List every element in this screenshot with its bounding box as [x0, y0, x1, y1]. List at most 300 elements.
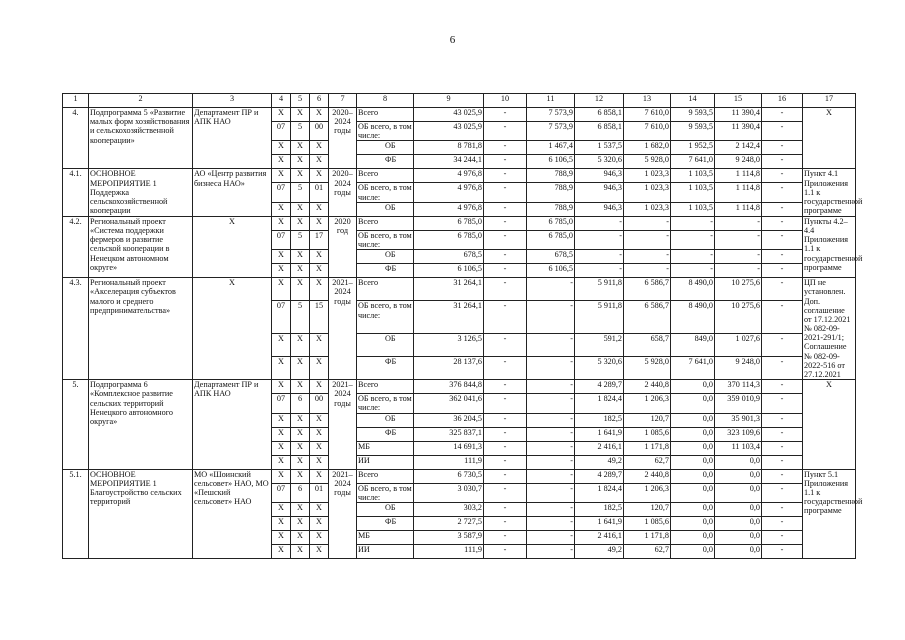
- amount-cell: 0,0: [715, 455, 762, 469]
- amount-cell: 1 103,5: [671, 169, 715, 183]
- amount-cell: 49,2: [575, 544, 624, 558]
- amount-cell: -: [527, 278, 575, 301]
- amount-cell: -: [484, 183, 527, 202]
- amount-cell: -: [527, 394, 575, 413]
- item-note: ЦП не установлен. Доп. соглашение от 17.12.2021 № 082-09-2021-291/1; Соглашение № 082-09-2022-516 от 27.12.2021: [803, 278, 856, 380]
- amount-cell: -: [762, 394, 803, 413]
- amount-total: 4 976,8: [414, 202, 484, 216]
- header-cell: 6: [310, 94, 329, 108]
- amount-cell: -: [527, 301, 575, 333]
- amount-cell: 0,0: [671, 380, 715, 394]
- amount-total: 8 781,8: [414, 141, 484, 155]
- amount-cell: -: [484, 333, 527, 356]
- code-cell: Х: [272, 413, 291, 427]
- funding-source: ФБ: [357, 155, 414, 169]
- amount-cell: 370 114,3: [715, 380, 762, 394]
- amount-cell: 0,0: [671, 455, 715, 469]
- item-name: ОСНОВНОЕ МЕРОПРИЯТИЕ 1 Поддержка сельскохозяйственной кооперации: [89, 169, 193, 216]
- amount-cell: -: [715, 216, 762, 230]
- code-cell: Х: [310, 333, 329, 356]
- code-cell: Х: [310, 441, 329, 455]
- amount-cell: 1 206,3: [624, 483, 671, 502]
- amount-cell: 7 641,0: [671, 155, 715, 169]
- amount-total: 31 264,1: [414, 301, 484, 333]
- amount-cell: 591,2: [575, 333, 624, 356]
- amount-cell: -: [762, 122, 803, 141]
- code-cell: 00: [310, 394, 329, 413]
- funding-source: ОБ: [357, 413, 414, 427]
- item-executor: Х: [193, 216, 272, 277]
- amount-cell: 6 785,0: [527, 216, 575, 230]
- amount-cell: -: [484, 544, 527, 558]
- header-cell: 8: [357, 94, 414, 108]
- amount-cell: 9 593,5: [671, 122, 715, 141]
- code-cell: 07: [272, 301, 291, 333]
- funding-source: ИИ: [357, 455, 414, 469]
- funding-source: ОБ: [357, 250, 414, 264]
- header-row: [63, 94, 856, 108]
- amount-cell: 0,0: [671, 516, 715, 530]
- amount-cell: -: [484, 502, 527, 516]
- amount-cell: -: [527, 356, 575, 379]
- item-number: 4.: [63, 108, 89, 169]
- code-cell: 07: [272, 394, 291, 413]
- amount-cell: -: [527, 333, 575, 356]
- amount-cell: 946,3: [575, 183, 624, 202]
- code-cell: Х: [291, 264, 310, 278]
- code-cell: Х: [291, 380, 310, 394]
- amount-cell: 5 928,0: [624, 356, 671, 379]
- amount-cell: 946,3: [575, 169, 624, 183]
- amount-cell: -: [484, 455, 527, 469]
- item-period: 2021–2024 годы: [329, 380, 357, 469]
- amount-cell: -: [484, 216, 527, 230]
- code-cell: Х: [291, 202, 310, 216]
- amount-cell: -: [762, 380, 803, 394]
- amount-cell: -: [762, 278, 803, 301]
- code-cell: Х: [272, 216, 291, 230]
- amount-cell: 2 440,8: [624, 469, 671, 483]
- item-note: Х: [803, 380, 856, 469]
- item-name: Подпрограмма 5 «Развитие малых форм хозяйствования и сельскохозяйственной кооперации»: [89, 108, 193, 169]
- item-executor: МО «Шоинский сельсовет» НАО, МО «Пешский сельсовет» НАО: [193, 469, 272, 558]
- code-cell: Х: [272, 544, 291, 558]
- amount-cell: 182,5: [575, 502, 624, 516]
- header-cell: 11: [527, 94, 575, 108]
- amount-cell: -: [762, 301, 803, 333]
- amount-cell: -: [762, 202, 803, 216]
- code-cell: 01: [310, 183, 329, 202]
- amount-cell: 9 248,0: [715, 155, 762, 169]
- amount-cell: -: [484, 469, 527, 483]
- amount-cell: 788,9: [527, 183, 575, 202]
- code-cell: Х: [272, 427, 291, 441]
- program-table: [62, 93, 863, 559]
- code-cell: Х: [310, 250, 329, 264]
- amount-cell: -: [484, 108, 527, 122]
- amount-cell: 0,0: [671, 394, 715, 413]
- amount-cell: 7 641,0: [671, 356, 715, 379]
- amount-cell: 6 586,7: [624, 278, 671, 301]
- amount-cell: -: [527, 469, 575, 483]
- amount-total: 362 041,6: [414, 394, 484, 413]
- table-body: [63, 108, 863, 559]
- amount-cell: -: [762, 183, 803, 202]
- code-cell: Х: [310, 455, 329, 469]
- table-row: [63, 380, 856, 394]
- code-cell: Х: [272, 155, 291, 169]
- amount-cell: 2 440,8: [624, 380, 671, 394]
- item-name: Подпрограмма 6 «Комплексное развитие сельских территорий Ненецкого автономного округа»: [89, 380, 193, 469]
- amount-cell: -: [762, 530, 803, 544]
- amount-total: 3 126,5: [414, 333, 484, 356]
- code-cell: Х: [272, 502, 291, 516]
- amount-cell: -: [762, 141, 803, 155]
- amount-cell: -: [527, 380, 575, 394]
- funding-source: ФБ: [357, 516, 414, 530]
- amount-cell: 6 106,5: [527, 264, 575, 278]
- code-cell: Х: [272, 108, 291, 122]
- amount-cell: 0,0: [715, 544, 762, 558]
- item-number: 4.1.: [63, 169, 89, 216]
- code-cell: 5: [291, 122, 310, 141]
- amount-cell: 1 114,8: [715, 202, 762, 216]
- amount-cell: -: [484, 413, 527, 427]
- amount-cell: -: [715, 230, 762, 249]
- amount-cell: 1 171,8: [624, 441, 671, 455]
- amount-cell: 120,7: [624, 413, 671, 427]
- funding-source: ОБ: [357, 202, 414, 216]
- amount-total: 4 976,8: [414, 169, 484, 183]
- amount-cell: 1 085,6: [624, 516, 671, 530]
- amount-cell: -: [762, 516, 803, 530]
- amount-total: 43 025,9: [414, 108, 484, 122]
- amount-cell: -: [715, 250, 762, 264]
- amount-cell: 7 610,0: [624, 122, 671, 141]
- amount-cell: -: [484, 380, 527, 394]
- amount-cell: -: [762, 216, 803, 230]
- amount-total: 303,2: [414, 502, 484, 516]
- amount-total: 111,9: [414, 544, 484, 558]
- item-number: 4.2.: [63, 216, 89, 277]
- code-cell: Х: [310, 108, 329, 122]
- amount-cell: 11 390,4: [715, 108, 762, 122]
- amount-cell: -: [484, 394, 527, 413]
- amount-cell: 0,0: [671, 469, 715, 483]
- funding-source: Всего: [357, 216, 414, 230]
- code-cell: Х: [310, 544, 329, 558]
- code-cell: Х: [310, 502, 329, 516]
- amount-cell: 1 023,3: [624, 202, 671, 216]
- amount-total: 6 785,0: [414, 230, 484, 249]
- amount-cell: -: [624, 264, 671, 278]
- table-row: [63, 469, 856, 483]
- funding-source: ОБ: [357, 333, 414, 356]
- amount-cell: -: [484, 530, 527, 544]
- item-note: Пункт 4.1 Приложения 1.1 к государственной программе: [804, 169, 863, 216]
- amount-cell: 0,0: [715, 483, 762, 502]
- amount-cell: -: [762, 441, 803, 455]
- amount-cell: -: [762, 413, 803, 427]
- amount-total: 2 727,5: [414, 516, 484, 530]
- item-period: 2021–2024 годы: [329, 278, 357, 380]
- amount-cell: 4 289,7: [575, 469, 624, 483]
- amount-cell: 6 586,7: [624, 301, 671, 333]
- funding-source: ОБ всего, в том числе:: [358, 230, 412, 249]
- amount-cell: -: [484, 169, 527, 183]
- funding-source: ОБ: [357, 141, 414, 155]
- amount-cell: -: [762, 469, 803, 483]
- item-executor: АО «Центр развития бизнеса НАО»: [193, 169, 272, 216]
- code-cell: Х: [291, 455, 310, 469]
- amount-cell: -: [527, 441, 575, 455]
- amount-cell: -: [762, 264, 803, 278]
- amount-cell: -: [527, 516, 575, 530]
- code-cell: Х: [272, 356, 291, 379]
- code-cell: Х: [272, 441, 291, 455]
- amount-cell: 10 275,6: [715, 278, 762, 301]
- item-executor: Департамент ПР и АПК НАО: [193, 108, 272, 169]
- table-row: [63, 278, 856, 301]
- code-cell: Х: [291, 278, 310, 301]
- code-cell: Х: [272, 333, 291, 356]
- amount-cell: 1 023,3: [624, 169, 671, 183]
- item-period: 2020–2024 годы: [329, 169, 357, 216]
- amount-cell: 5 911,8: [575, 278, 624, 301]
- amount-cell: 120,7: [624, 502, 671, 516]
- amount-total: 31 264,1: [414, 278, 484, 301]
- table-row: [63, 108, 856, 122]
- code-cell: Х: [272, 202, 291, 216]
- header-cell: 7: [329, 94, 357, 108]
- amount-cell: 6 858,1: [575, 108, 624, 122]
- amount-cell: 9 248,0: [715, 356, 762, 379]
- item-name: Региональный проект «Система поддержки фермеров и развитие сельской кооперации в Ненецком автономном округе»: [89, 216, 193, 277]
- code-cell: Х: [310, 356, 329, 379]
- amount-cell: 5 320,6: [575, 155, 624, 169]
- amount-cell: -: [575, 216, 624, 230]
- amount-cell: 1 206,3: [624, 394, 671, 413]
- code-cell: Х: [291, 469, 310, 483]
- code-cell: Х: [310, 469, 329, 483]
- code-cell: Х: [272, 264, 291, 278]
- header-cell: 5: [291, 94, 310, 108]
- amount-cell: -: [762, 544, 803, 558]
- header-cell: 14: [671, 94, 715, 108]
- amount-cell: 849,0: [671, 333, 715, 356]
- funding-source: ОБ всего, в том числе:: [357, 301, 414, 333]
- amount-cell: 0,0: [671, 502, 715, 516]
- amount-cell: -: [484, 230, 527, 249]
- funding-source: Всего: [357, 278, 414, 301]
- amount-cell: 6 858,1: [575, 122, 624, 141]
- code-cell: 17: [310, 230, 329, 249]
- code-cell: Х: [272, 469, 291, 483]
- amount-cell: 0,0: [671, 530, 715, 544]
- amount-cell: -: [671, 216, 715, 230]
- funding-source: Всего: [357, 169, 414, 183]
- funding-source: ОБ всего, в том числе:: [358, 183, 412, 202]
- amount-cell: 2 416,1: [575, 530, 624, 544]
- amount-cell: 0,0: [671, 441, 715, 455]
- code-cell: Х: [291, 141, 310, 155]
- code-cell: Х: [272, 250, 291, 264]
- header-cell: 9: [414, 94, 484, 108]
- code-cell: 15: [310, 301, 329, 333]
- funding-source: МБ: [357, 441, 414, 455]
- amount-cell: 678,5: [527, 250, 575, 264]
- amount-cell: 0,0: [715, 502, 762, 516]
- amount-cell: 1 114,8: [715, 183, 762, 202]
- header-cell: 15: [715, 94, 762, 108]
- amount-cell: 49,2: [575, 455, 624, 469]
- amount-cell: -: [527, 455, 575, 469]
- item-executor: Х: [193, 278, 272, 380]
- code-cell: Х: [272, 278, 291, 301]
- amount-cell: -: [671, 250, 715, 264]
- code-cell: Х: [291, 250, 310, 264]
- code-cell: Х: [272, 530, 291, 544]
- amount-cell: -: [484, 155, 527, 169]
- code-cell: Х: [291, 333, 310, 356]
- header-cell: 10: [484, 94, 527, 108]
- header-cell: 17: [803, 94, 856, 108]
- code-cell: Х: [291, 413, 310, 427]
- item-name: ОСНОВНОЕ МЕРОПРИЯТИЕ 1 Благоустройство сельских территорий: [89, 469, 193, 558]
- amount-cell: 5 320,6: [575, 356, 624, 379]
- amount-cell: -: [484, 278, 527, 301]
- amount-cell: -: [762, 455, 803, 469]
- amount-cell: -: [671, 264, 715, 278]
- amount-cell: 5 928,0: [624, 155, 671, 169]
- code-cell: Х: [310, 278, 329, 301]
- amount-cell: -: [575, 264, 624, 278]
- amount-cell: 62,7: [624, 544, 671, 558]
- code-cell: 6: [291, 394, 310, 413]
- amount-cell: 7 610,0: [624, 108, 671, 122]
- amount-total: 6 730,5: [414, 469, 484, 483]
- code-cell: Х: [310, 216, 329, 230]
- amount-cell: 1 085,6: [624, 427, 671, 441]
- amount-cell: 7 573,9: [527, 122, 575, 141]
- code-cell: 07: [272, 230, 291, 249]
- amount-cell: -: [484, 141, 527, 155]
- amount-cell: -: [484, 356, 527, 379]
- amount-cell: -: [484, 441, 527, 455]
- amount-cell: -: [715, 264, 762, 278]
- amount-cell: 788,9: [527, 202, 575, 216]
- amount-cell: 8 490,0: [671, 301, 715, 333]
- funding-source: ОБ всего, в том числе:: [358, 483, 412, 502]
- code-cell: Х: [291, 216, 310, 230]
- code-cell: Х: [310, 427, 329, 441]
- item-note: Х: [803, 108, 856, 169]
- amount-cell: 4 289,7: [575, 380, 624, 394]
- code-cell: Х: [310, 169, 329, 183]
- amount-cell: -: [762, 155, 803, 169]
- amount-cell: -: [762, 169, 803, 183]
- item-number: 5.: [63, 380, 89, 469]
- amount-cell: 6 785,0: [527, 230, 575, 249]
- amount-cell: 62,7: [624, 455, 671, 469]
- amount-total: 43 025,9: [414, 122, 484, 141]
- amount-cell: 0,0: [671, 427, 715, 441]
- amount-cell: 182,5: [575, 413, 624, 427]
- item-number: 4.3.: [63, 278, 89, 380]
- funding-source: Всего: [357, 469, 414, 483]
- code-cell: Х: [272, 455, 291, 469]
- funding-source: Всего: [357, 380, 414, 394]
- amount-cell: 1 641,9: [575, 516, 624, 530]
- amount-total: 14 691,3: [414, 441, 484, 455]
- amount-cell: 359 010,9: [715, 394, 762, 413]
- code-cell: Х: [272, 141, 291, 155]
- amount-cell: 0,0: [671, 544, 715, 558]
- code-cell: Х: [291, 530, 310, 544]
- amount-cell: -: [484, 427, 527, 441]
- amount-cell: 1 171,8: [624, 530, 671, 544]
- amount-cell: 0,0: [715, 469, 762, 483]
- amount-cell: -: [527, 427, 575, 441]
- amount-cell: -: [762, 483, 803, 502]
- amount-cell: -: [762, 250, 803, 264]
- amount-cell: -: [484, 516, 527, 530]
- amount-total: 3 587,9: [414, 530, 484, 544]
- amount-cell: -: [527, 502, 575, 516]
- item-note: Пункт 5.1 Приложения 1.1 к государственной программе: [803, 469, 856, 558]
- header-cell: 4: [272, 94, 291, 108]
- amount-cell: -: [527, 483, 575, 502]
- code-cell: Х: [310, 264, 329, 278]
- code-cell: Х: [291, 169, 310, 183]
- amount-cell: 2 142,4: [715, 141, 762, 155]
- amount-cell: 1 103,5: [671, 202, 715, 216]
- amount-cell: 9 593,5: [671, 108, 715, 122]
- amount-cell: 788,9: [527, 169, 575, 183]
- header-cell: 13: [624, 94, 671, 108]
- code-cell: 07: [272, 183, 291, 202]
- amount-cell: -: [527, 530, 575, 544]
- amount-cell: -: [762, 502, 803, 516]
- amount-cell: -: [575, 250, 624, 264]
- amount-cell: -: [484, 301, 527, 333]
- funding-source: ОБ всего, в том числе:: [358, 122, 412, 141]
- amount-cell: 0,0: [671, 413, 715, 427]
- item-period: 2020 год: [329, 216, 357, 277]
- amount-cell: 1 824,4: [575, 394, 624, 413]
- amount-cell: 35 901,3: [715, 413, 762, 427]
- code-cell: Х: [310, 413, 329, 427]
- code-cell: Х: [291, 155, 310, 169]
- amount-cell: 2 416,1: [575, 441, 624, 455]
- amount-total: 36 204,5: [414, 413, 484, 427]
- amount-cell: 11 103,4: [715, 441, 762, 455]
- code-cell: Х: [272, 516, 291, 530]
- code-cell: Х: [310, 202, 329, 216]
- amount-cell: 7 573,9: [527, 108, 575, 122]
- amount-cell: 1 467,4: [527, 141, 575, 155]
- amount-cell: 5 911,8: [575, 301, 624, 333]
- amount-cell: 1 023,3: [624, 183, 671, 202]
- code-cell: Х: [291, 108, 310, 122]
- funding-source: ОБ: [357, 502, 414, 516]
- funding-source: ИИ: [357, 544, 414, 558]
- amount-cell: 1 641,9: [575, 427, 624, 441]
- code-cell: Х: [310, 530, 329, 544]
- funding-source: ФБ: [357, 264, 414, 278]
- amount-cell: 1 682,0: [624, 141, 671, 155]
- funding-source: ФБ: [357, 427, 414, 441]
